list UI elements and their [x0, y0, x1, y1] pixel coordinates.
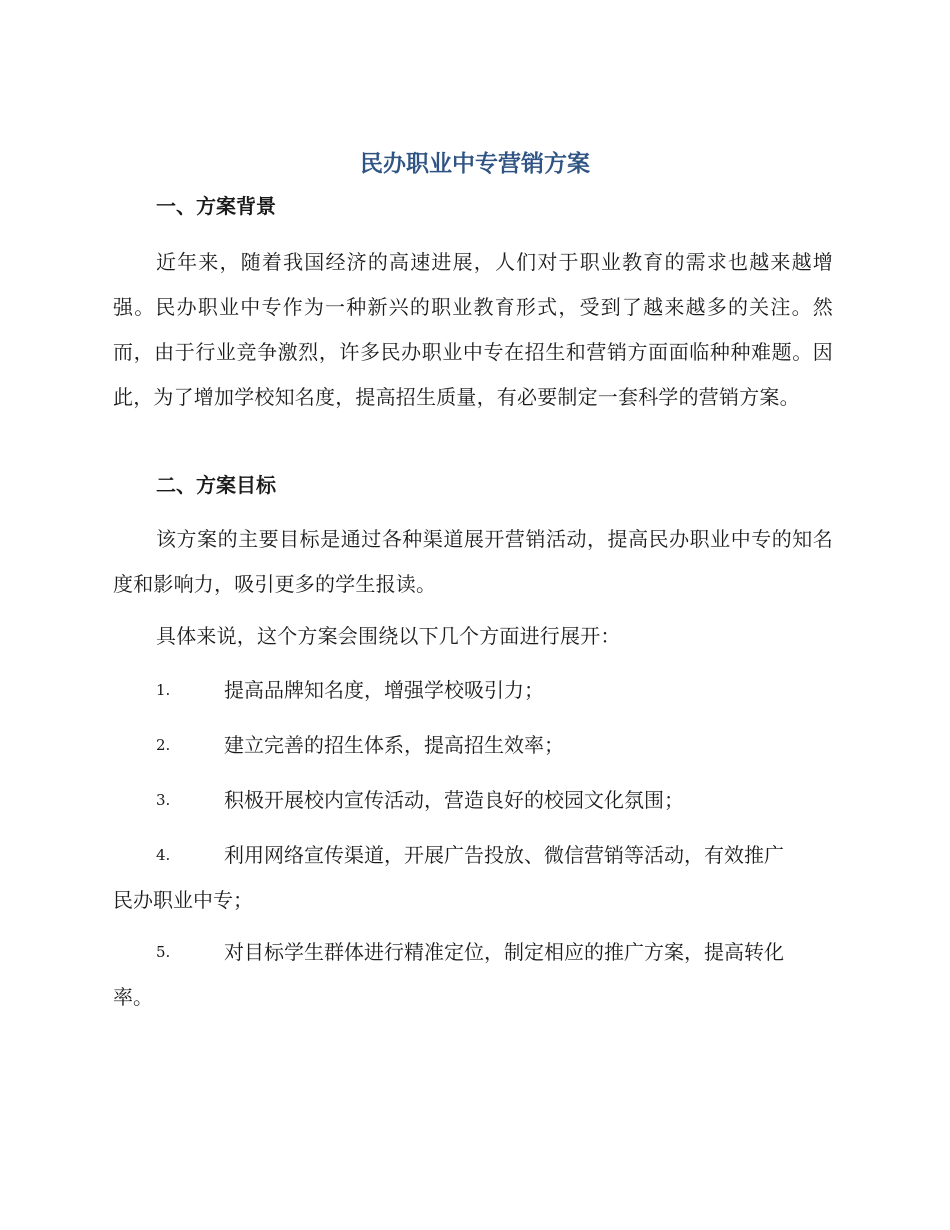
section-heading-goals: 二、方案目标	[156, 473, 276, 497]
list-item-number: 3.	[156, 791, 171, 809]
goals-intro-paragraph: 具体来说，这个方案会围绕以下几个方面进行展开：	[156, 624, 621, 648]
list-item	[113, 778, 833, 823]
list-item-text: 提高品牌知名度，增强学校吸引力；	[224, 678, 544, 702]
section-heading-background: 一、方案背景	[156, 194, 276, 218]
list-item-continuation: 率。	[113, 985, 153, 1009]
list-item-continuation: 民办职业中专；	[113, 888, 253, 912]
list-item	[113, 723, 833, 768]
list-item-number: 2.	[156, 736, 171, 754]
list-item	[113, 668, 833, 713]
document-title: 民办职业中专营销方案	[360, 151, 590, 177]
list-item-text: 利用网络宣传渠道，开展广告投放、微信营销等活动，有效推广	[224, 843, 784, 867]
list-item	[113, 833, 833, 923]
list-item-number: 4.	[156, 846, 171, 864]
list-item-text: 对目标学生群体进行精准定位，制定相应的推广方案，提高转化	[224, 940, 784, 964]
goals-paragraph: 该方案的主要目标是通过各种渠道展开营销活动，提高民办职业中专的知名度和影响力，吸引更多的学生报读。	[113, 527, 833, 596]
list-item-text: 积极开展校内宣传活动，营造良好的校园文化氛围；	[224, 788, 684, 812]
list-item-number: 5.	[156, 943, 171, 961]
list-item	[113, 930, 833, 1020]
list-item-number: 1.	[156, 681, 171, 699]
list-item-text: 建立完善的招生体系，提高招生效率；	[224, 733, 564, 757]
background-paragraph: 近年来，随着我国经济的高速进展，人们对于职业教育的需求也越来越增强。民办职业中专作为一种新兴的职业教育形式，受到了越来越多的关注。然而，由于行业竞争激烈，许多民办职业中专在招生和营销方面面临种种难题。因此，为了增加学校知名度，提高招生质量，有必要制定一套科学的营销方案。	[113, 250, 833, 409]
